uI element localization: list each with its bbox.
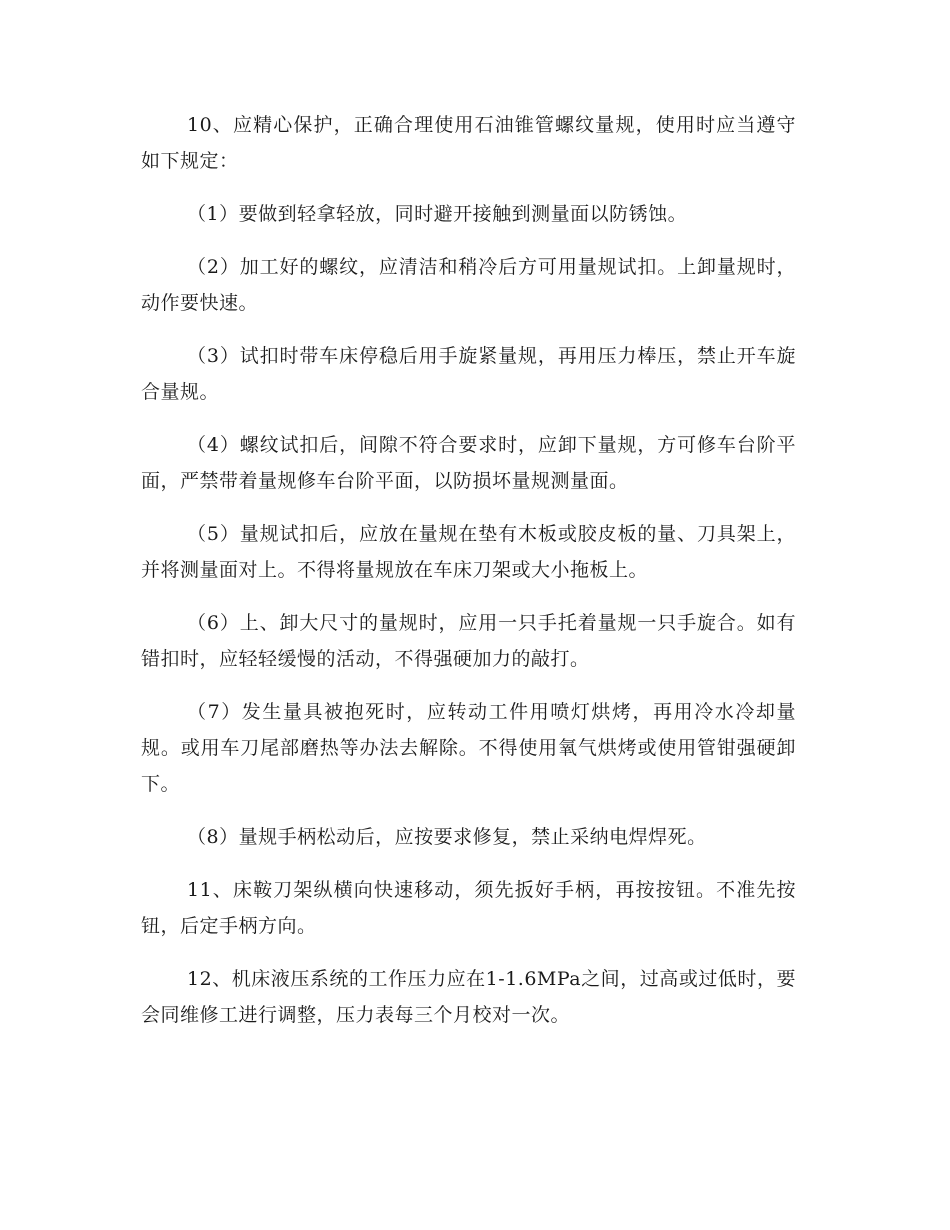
paragraph-subitem-3: （3）试扣时带车床停稳后用手旋紧量规，再用压力棒压，禁止开车旋合量规。 [141, 345, 796, 403]
paragraph-item-11: 11、床鞍刀架纵横向快速移动，须先扳好手柄，再按按钮。不准先按钮，后定手柄方向。 [141, 879, 796, 937]
paragraph-subitem-6: （6）上、卸大尺寸的量规时，应用一只手托着量规一只手旋合。如有错扣时，应轻轻缓慢的活动，不得强硬加力的敲打。 [141, 612, 796, 670]
paragraph-subitem-4: （4）螺纹试扣后，间隙不符合要求时，应卸下量规，方可修车台阶平面，严禁带着量规修车台阶平面，以防损坏量规测量面。 [141, 434, 796, 492]
paragraph-subitem-7: （7）发生量具被抱死时，应转动工件用喷灯烘烤，再用冷水冷却量规。或用车刀尾部磨热等办法去解除。不得使用氧气烘烤或使用管钳强硬卸下。 [141, 701, 796, 795]
paragraph-subitem-1: （1）要做到轻拿轻放，同时避开接触到测量面以防锈蚀。 [187, 203, 688, 225]
paragraph-subitem-5: （5）量规试扣后，应放在量规在垫有木板或胶皮板的量、刀具架上，并将测量面对上。不得将量规放在车床刀架或大小拖板上。 [141, 523, 796, 581]
paragraph-subitem-8: （8）量规手柄松动后，应按要求修复，禁止采纳电焊焊死。 [187, 826, 707, 848]
paragraph-item-12: 12、机床液压系统的工作压力应在1-1.6MPa之间，过高或过低时，要会同维修工进行调整，压力表每三个月校对一次。 [141, 968, 796, 1026]
paragraph-subitem-2: （2）加工好的螺纹，应清洁和稍冷后方可用量规试扣。上卸量规时，动作要快速。 [141, 256, 796, 314]
document-body [141, 107, 796, 1050]
paragraph-item-10: 10、应精心保护，正确合理使用石油锥管螺纹量规，使用时应当遵守如下规定： [141, 114, 796, 172]
